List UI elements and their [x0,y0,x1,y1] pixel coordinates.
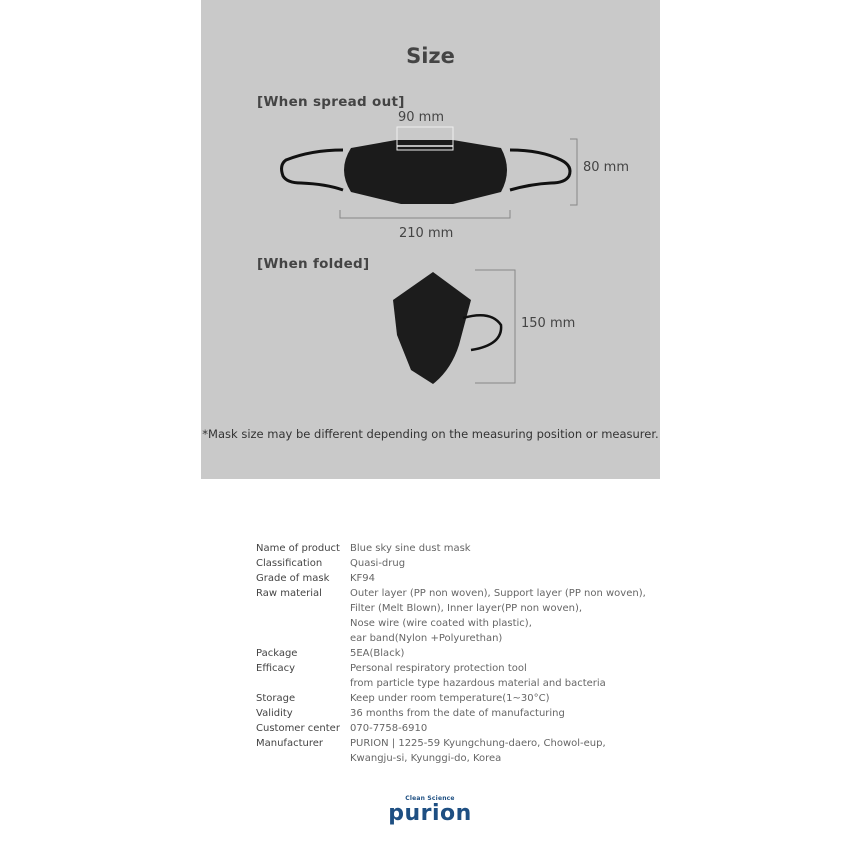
spec-row: Validity 36 months from the date of manufacturing [256,708,565,719]
mask-body-folded [393,272,471,384]
spec-row: Package 5EA(Black) [256,648,405,659]
size-panel [201,0,660,479]
size-title: Size [406,44,455,68]
spec-row: Storage Keep under room temperature(1~30°C) [256,693,550,704]
folded-label: [When folded] [257,256,370,272]
spec-row: Manufacturer PURION | 1225-59 Kyungchung-daero, Chowol-eup, Kwangju-si, Kyunggi-do, Korea [256,738,606,764]
spec-row: Customer center 070-7758-6910 [256,723,428,734]
logo-tagline: Clean Science [405,795,455,802]
spec-row: Classification Quasi-drug [256,558,406,569]
spread-label: [When spread out] [257,94,405,110]
spec-row: Grade of mask KF94 [256,573,376,584]
folded-height-dim: 150 mm [521,316,576,331]
width-dim: 210 mm [399,226,454,241]
folded-ear-loop [463,315,501,350]
width-bracket [340,210,510,218]
purion-logo [0,795,860,826]
left-ear-loop [282,150,343,190]
spec-row: Raw material Outer layer (PP non woven), Support layer (PP non woven), Filter (Melt Blown), Inner layer(PP non woven), Nose wire (wire coated with plastic), ear band(Nylon +Polyurethan) [256,588,646,644]
top-width-dim: 90 mm [398,110,445,125]
size-note: *Mask size may be different depending on the measuring position or measurer. [202,427,659,441]
right-ear-loop [510,150,570,190]
spec-row: Efficacy Personal respiratory protection tool from particle type hazardous material and bacteria [256,663,606,689]
spec-table [256,541,646,766]
logo-name: purion [388,801,472,826]
spec-row: Name of product Blue sky sine dust mask [256,543,471,554]
height-dim: 80 mm [583,160,630,175]
folded-height-bracket [475,270,515,383]
